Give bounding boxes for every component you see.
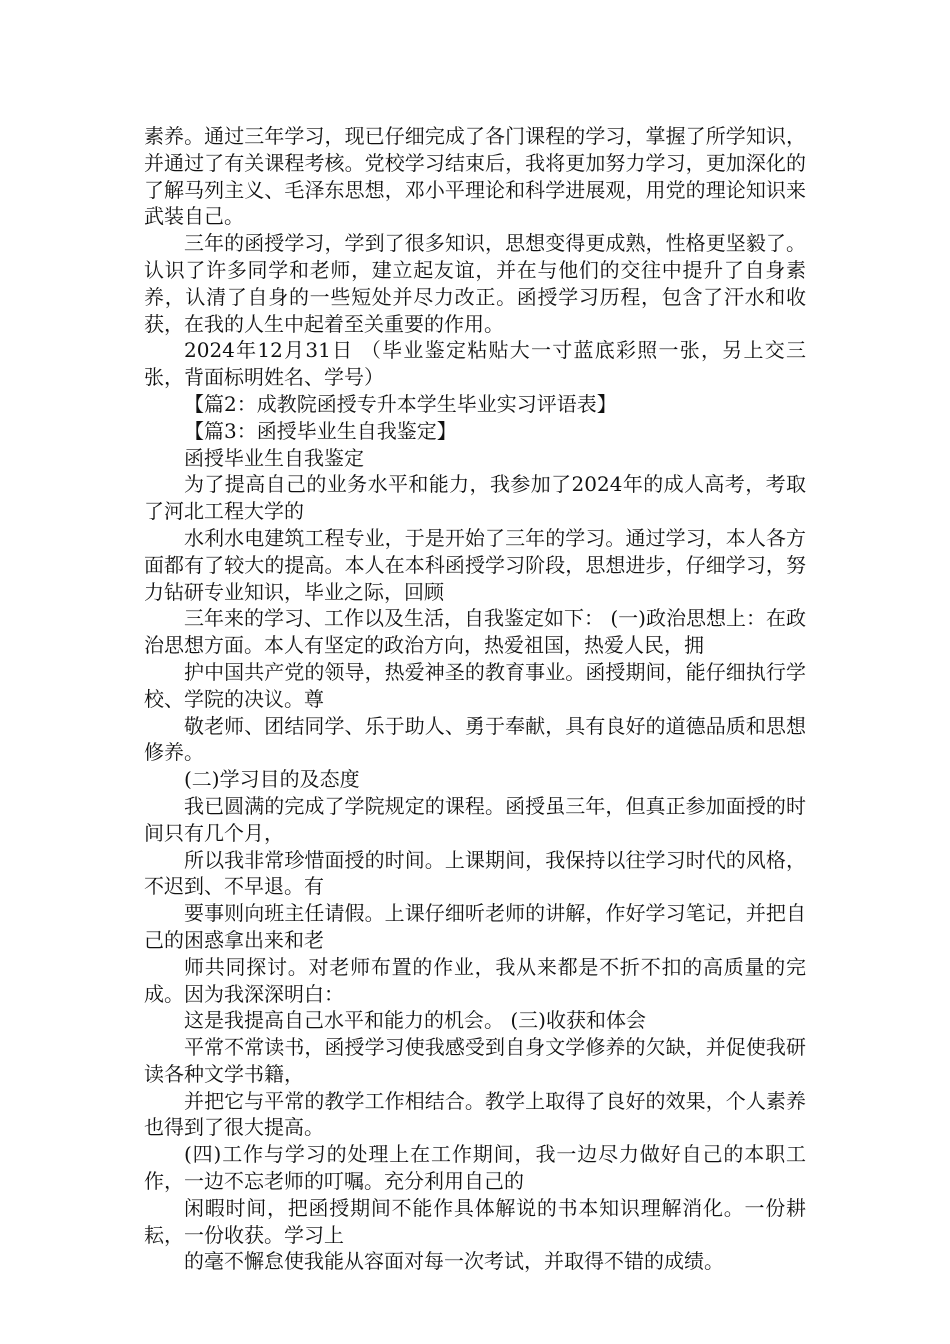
- section-heading: 【篇2：成教院函授专升本学生毕业实习评语表】: [184, 391, 617, 416]
- section-heading: 【篇3：函授毕业生自我鉴定】: [184, 418, 457, 443]
- paragraph: 三年的函授学习，学到了很多知识，思想变得更成熟，性格更坚毅了。认识了许多同学和老师，建立起友谊，并在与他们的交往中提升了自身素养，认清了自身的一些短处并尽力改正。函授学习历程，包含了汗水和收获，在我的人生中起着至关重要的作用。: [144, 231, 806, 336]
- subheading: (二)学习目的及态度: [184, 767, 360, 792]
- date-note-paragraph: 2024年12月31日 （毕业鉴定粘贴大一寸蓝底彩照一张，另上交三张，背面标明姓名、学号）: [144, 338, 806, 390]
- paragraph: 闲暇时间，把函授期间不能作具体解说的书本知识理解消化。一份耕耘，一份收获。学习上: [144, 1195, 806, 1247]
- paragraph: 并把它与平常的教学工作相结合。教学上取得了良好的效果，个人素养也得到了很大提高。: [144, 1088, 806, 1140]
- paragraph: 师共同探讨。对老师布置的作业，我从来都是不折不扣的高质量的完成。因为我深深明白：: [144, 954, 806, 1006]
- paragraph: 所以我非常珍惜面授的时间。上课期间，我保持以往学习时代的风格，不迟到、不早退。有: [144, 847, 806, 899]
- paragraph: 要事则向班主任请假。上课仔细听老师的讲解，作好学习笔记，并把自己的困惑拿出来和老: [144, 901, 806, 952]
- paragraph: 我已圆满的完成了学院规定的课程。函授虽三年，但真正参加面授的时间只有几个月，: [144, 793, 806, 845]
- paragraph: 为了提高自己的业务水平和能力，我参加了2024年的成人高考，考取了河北工程大学的: [144, 472, 806, 524]
- paragraph: 三年来的学习、工作以及生活，自我鉴定如下： (一)政治思想上：在政治思想方面。本人有坚定的政治方向，热爱祖国，热爱人民，拥: [144, 606, 806, 658]
- document-title: 函授毕业生自我鉴定: [184, 445, 364, 470]
- paragraph: 护中国共产党的领导，热爱神圣的教育事业。函授期间，能仔细执行学校、学院的决议。尊: [144, 659, 806, 711]
- paragraph: 的毫不懈怠使我能从容面对每一次考试，并取得不错的成绩。: [184, 1249, 724, 1274]
- paragraph: 水利水电建筑工程专业，于是开始了三年的学习。通过学习，本人各方面都有了较大的提高。本人在本科函授学习阶段，思想进步，仔细学习，努力钻研专业知识，毕业之际，回顾: [144, 525, 806, 604]
- paragraph: (四)工作与学习的处理上在工作期间，我一边尽力做好自己的本职工作，一边不忘老师的叮嘱。充分利用自己的: [144, 1142, 806, 1194]
- document-body: [144, 123, 806, 1275]
- paragraph: 平常不常读书，函授学习使我感受到自身文学修养的欠缺，并促使我研读各种文学书籍，: [144, 1035, 806, 1086]
- paragraph: 这是我提高自己水平和能力的机会。 (三)收获和体会: [184, 1008, 646, 1033]
- paragraph: 素养。通过三年学习，现已仔细完成了各门课程的学习，掌握了所学知识，并通过了有关课程考核。党校学习结束后，我将更加努力学习，更加深化的了解马列主义、毛泽东思想，邓小平理论和科学进展观，用党的理论知识来武装自己。: [144, 124, 806, 229]
- paragraph: 敬老师、团结同学、乐于助人、勇于奉献，具有良好的道德品质和思想修养。: [144, 713, 806, 765]
